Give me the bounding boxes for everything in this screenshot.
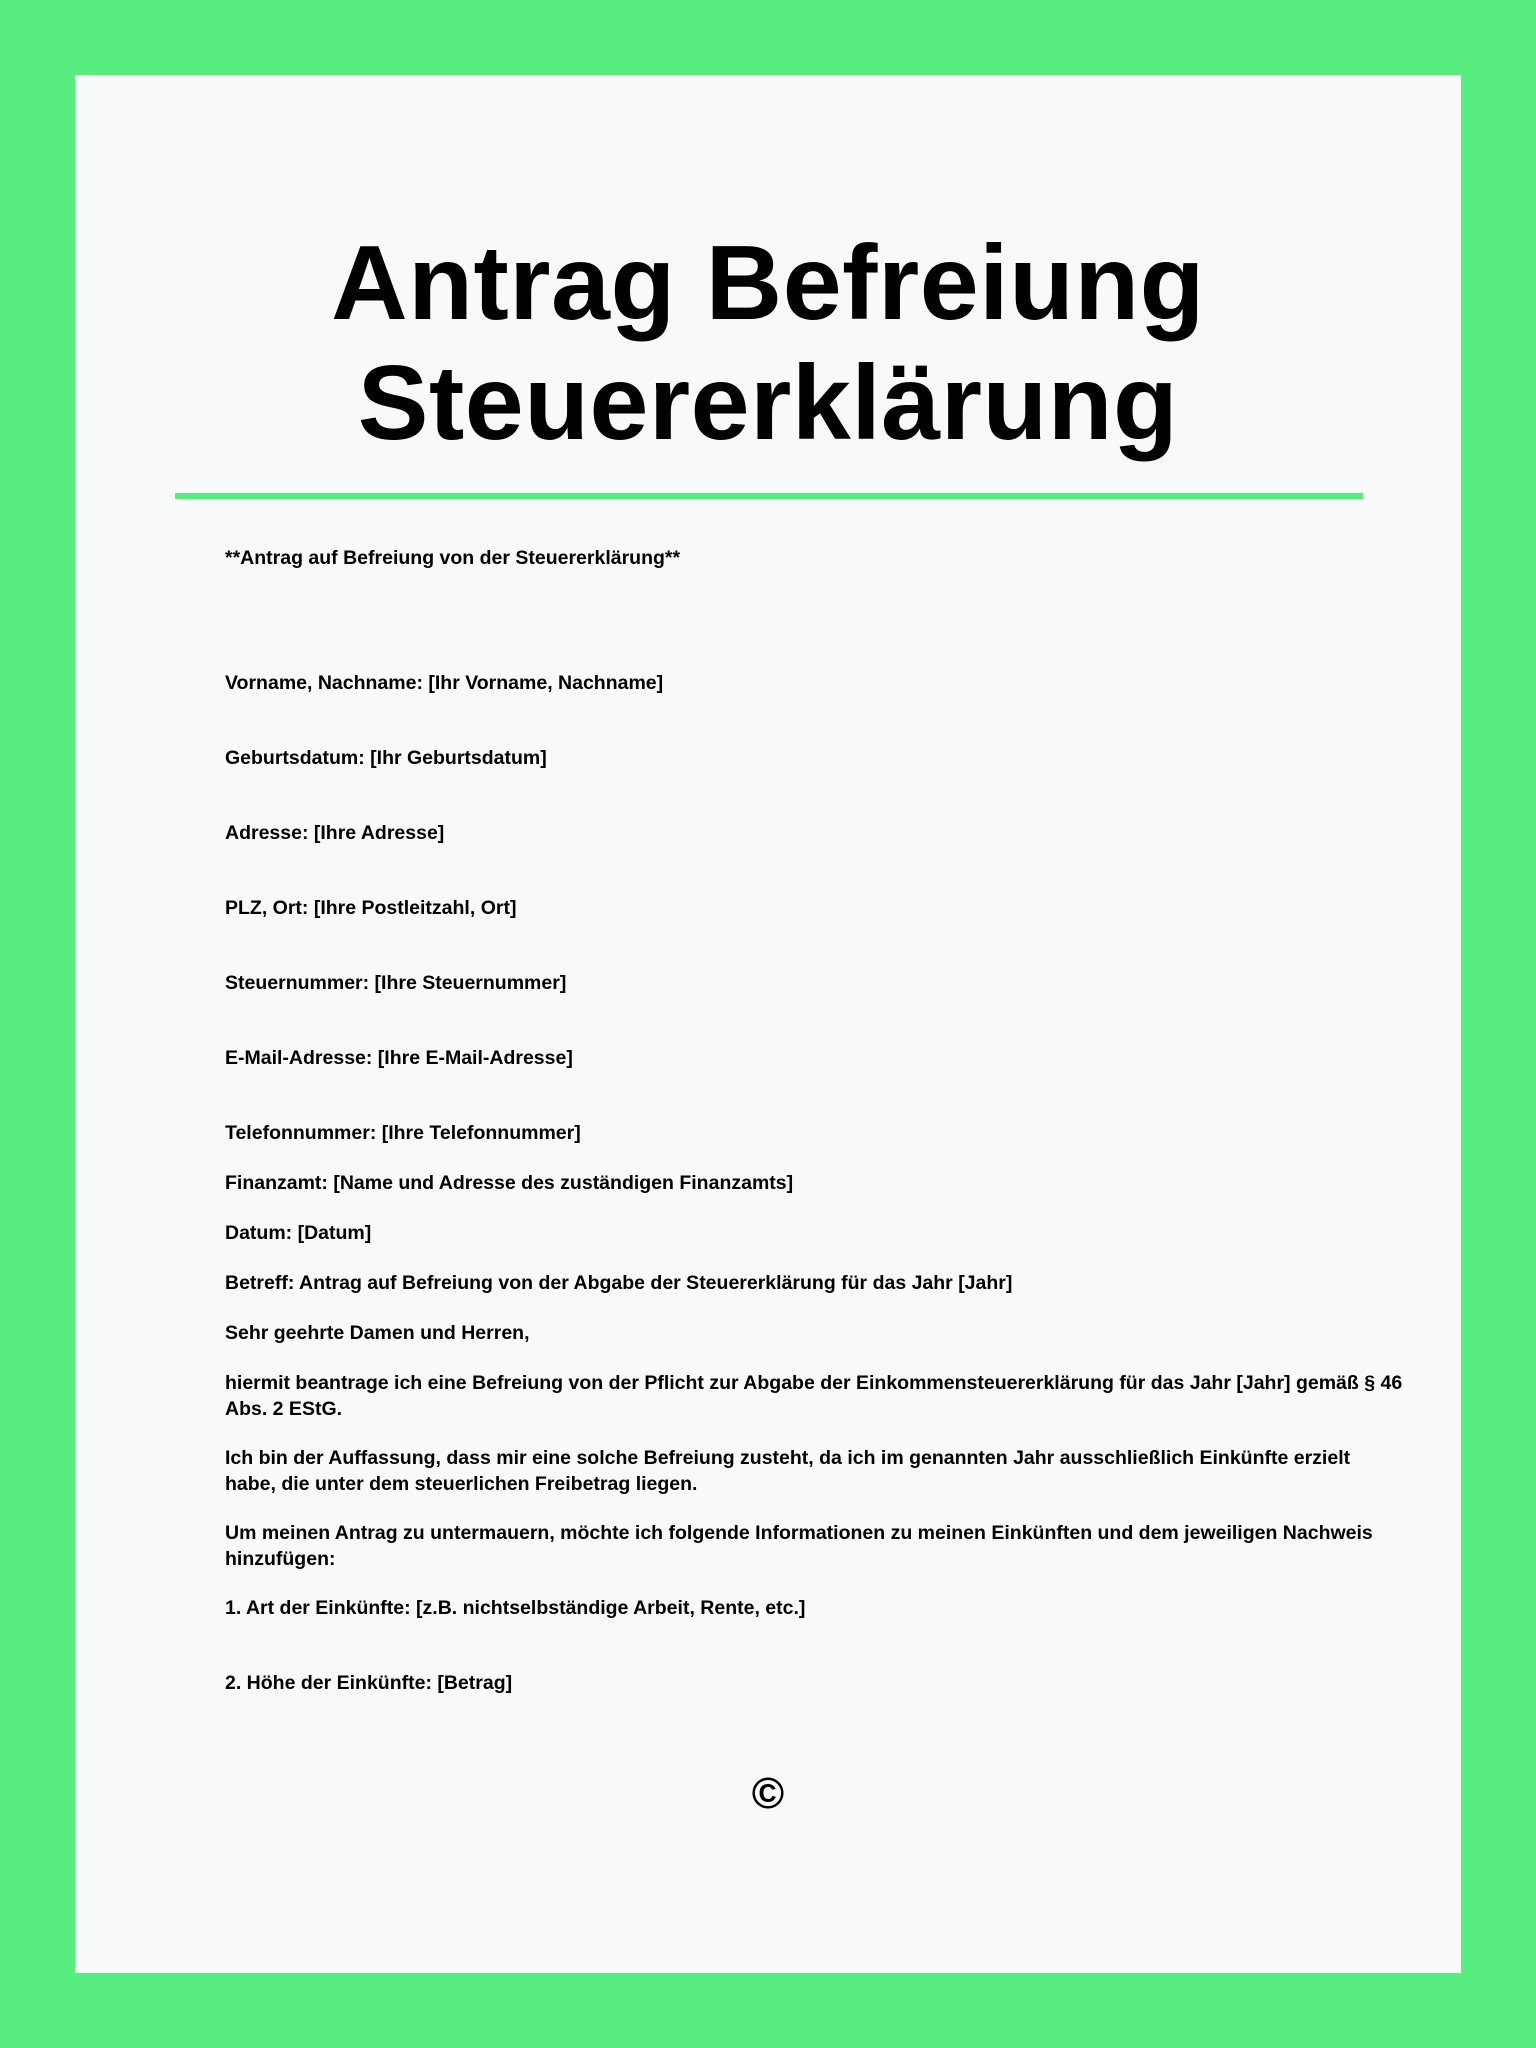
list-item-1: 1. Art der Einkünfte: [z.B. nichtselbständige Arbeit, Rente, etc.] [225,1597,806,1619]
title-line-1: Antrag Befreiung [331,224,1205,342]
field-name: Vorname, Nachname: [Ihr Vorname, Nachname] [225,672,664,694]
field-tax-number: Steuernummer: [Ihre Steuernummer] [225,972,567,994]
document-title [75,223,1461,463]
field-email: E-Mail-Adresse: [Ihre E-Mail-Adresse] [225,1047,573,1069]
paragraph-1: hiermit beantrage ich eine Befreiung von der Pflicht zur Abgabe der Einkommensteuererklärung für das Jahr [Jahr] gemäß § 46 Abs. 2 EStG. [225,1372,1403,1420]
list-item-2: 2. Höhe der Einkünfte: [Betrag] [225,1672,513,1694]
title-line-2: Steuererklärung [357,344,1179,462]
salutation: Sehr geehrte Damen und Herren, [225,1322,530,1344]
subject-heading: **Antrag auf Befreiung von der Steuererklärung** [225,547,681,569]
paragraph-3: Um meinen Antrag zu untermauern, möchte ich folgende Informationen zu meinen Einkünften und dem jeweiligen Nachweis hinzufügen: [225,1522,1373,1570]
document-page [75,75,1461,1973]
field-phone: Telefonnummer: [Ihre Telefonnummer] [225,1122,581,1144]
field-tax-office: Finanzamt: [Name und Adresse des zuständigen Finanzamts] [225,1172,794,1194]
field-postal-city: PLZ, Ort: [Ihre Postleitzahl, Ort] [225,897,517,919]
copyright-icon: © [751,1769,785,1818]
paragraph-2: Ich bin der Auffassung, dass mir eine solche Befreiung zusteht, da ich im genannten Jahr ausschließlich Einkünfte erzielt habe, die unter dem steuerlichen Freibetrag liegen. [225,1447,1351,1495]
field-address: Adresse: [Ihre Adresse] [225,822,445,844]
field-date: Datum: [Datum] [225,1222,372,1244]
field-birthdate: Geburtsdatum: [Ihr Geburtsdatum] [225,747,547,769]
field-reference: Betreff: Antrag auf Befreiung von der Abgabe der Steuererklärung für das Jahr [Jahr] [225,1272,1013,1294]
title-divider [175,493,1363,499]
